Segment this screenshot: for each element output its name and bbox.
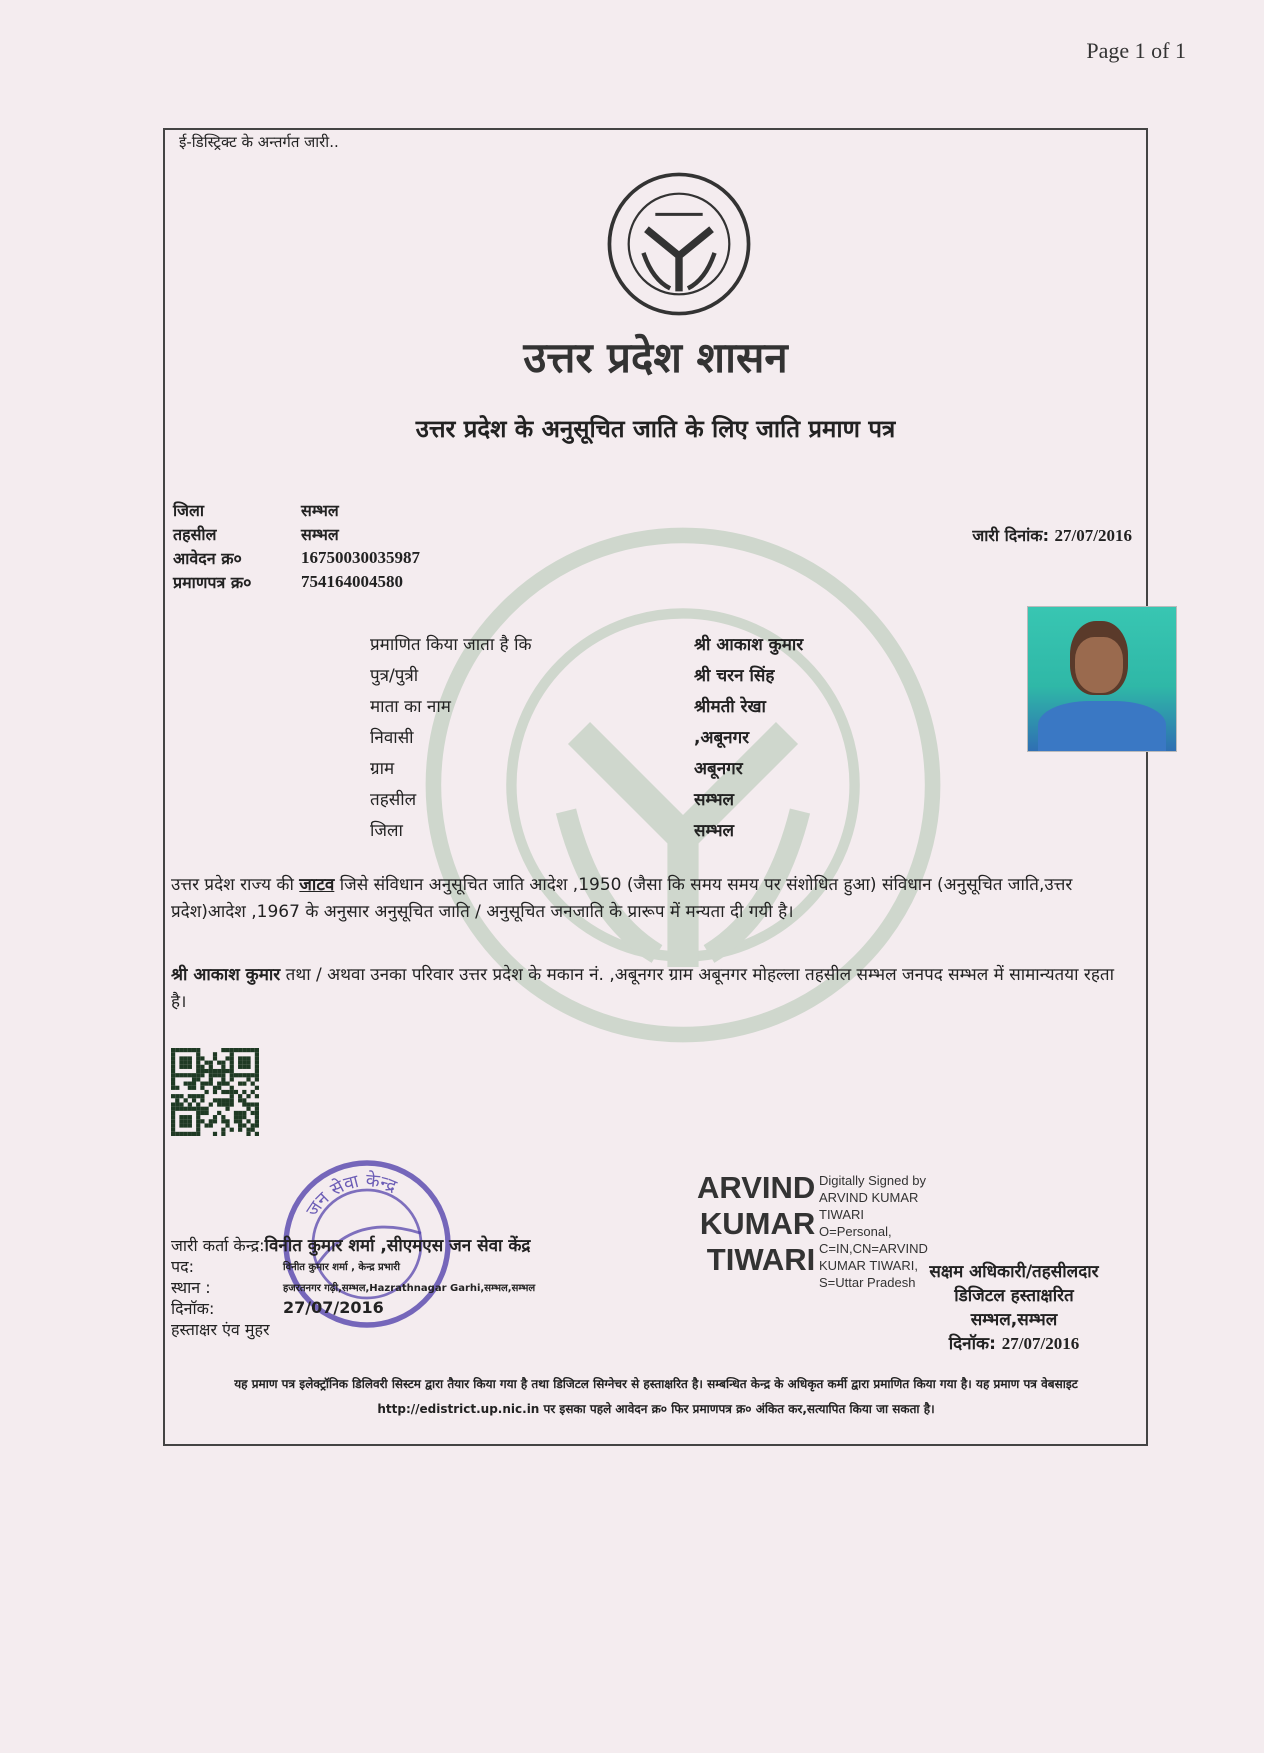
issuer-sign-label: हस्ताक्षर एंव मुहर bbox=[171, 1319, 270, 1339]
detail-label: प्रमाणित किया जाता है कि bbox=[370, 635, 532, 655]
residence-paragraph bbox=[171, 962, 1131, 1016]
application-number: 16750030035987 bbox=[301, 548, 420, 567]
certificate-meta bbox=[173, 498, 420, 594]
issuer-date-value: 27/07/2016 bbox=[283, 1298, 384, 1317]
detail-value: श्री चरन सिंह bbox=[694, 666, 775, 686]
paragraph-text: तथा / अथवा उनका परिवार उत्तर प्रदेश के मकान नं. ,अबूनगर ग्राम अबूनगर मोहल्ला तहसील सम्भल जनपद सम्भल में सामान्यतया रहता है। bbox=[171, 965, 1114, 1012]
issuer-date-label: दिनॉक: bbox=[171, 1298, 215, 1318]
issuer-place-value: हजरतनगर गढ़ी,सम्भल,Hazrathnagar Garhi,सम्भल,सम्भल bbox=[283, 1282, 536, 1294]
application-label: आवेदन क्र० bbox=[173, 549, 242, 568]
officer-signed-text: डिजिटल हस्ताक्षरित bbox=[954, 1286, 1074, 1306]
up-government-emblem-icon bbox=[605, 170, 753, 318]
issue-date-value: 27/07/2016 bbox=[1054, 526, 1132, 545]
detail-label: पुत्र/पुत्री bbox=[370, 666, 419, 686]
paragraph-text: जिसे संविधान अनुसूचित जाति आदेश ,1950 (जैसा कि समय समय पर संशोधित हुआ) संविधान (अनुसूचित जाति,उत्तर प्रदेश)आदेश ,1967 के अनुसार अनुसूचित जाति / अनुसूचित जनजाति के प्रारूप में मन्यता दी गयी है। bbox=[171, 875, 1073, 922]
district-label: जिला bbox=[173, 501, 205, 520]
issuer-center-row bbox=[171, 1234, 535, 1255]
district-value: सम्भल bbox=[301, 501, 339, 520]
photo-face bbox=[1075, 637, 1123, 693]
digital-signer-name bbox=[697, 1170, 815, 1278]
issuer-place-label: स्थान : bbox=[171, 1277, 211, 1297]
detail-row bbox=[370, 783, 803, 814]
svg-text:जन सेवा केन्द्र bbox=[302, 1169, 400, 1220]
issued-under-text: ई-डिस्ट्रिक्ट के अन्तर्गत जारी.. bbox=[179, 133, 339, 151]
issuer-post-value: विनीत कुमार शर्मा , केन्द्र प्रभारी bbox=[283, 1261, 400, 1273]
officer-date bbox=[894, 1332, 1134, 1356]
issue-date bbox=[972, 524, 1132, 546]
photo-shirt bbox=[1038, 701, 1166, 752]
page-number: Page 1 of 1 bbox=[1086, 38, 1186, 63]
issuer-post-row bbox=[171, 1255, 535, 1276]
issuer-post-label: पद: bbox=[171, 1256, 194, 1276]
officer-date-value: 27/07/2016 bbox=[1001, 1334, 1080, 1353]
certificate-title: उत्तर प्रदेश के अनुसूचित जाति के लिए जाति प्रमाण पत्र bbox=[415, 415, 896, 443]
certificate-frame bbox=[163, 128, 1148, 1446]
signer-name-line: TIWARI bbox=[706, 1242, 816, 1277]
detail-value: अबूनगर bbox=[694, 759, 743, 779]
detail-value: सम्भल bbox=[694, 790, 735, 810]
signer-name-line: KUMAR bbox=[699, 1206, 816, 1241]
application-row bbox=[173, 546, 420, 570]
detail-label: निवासी bbox=[370, 728, 414, 748]
applicant-photo bbox=[1027, 606, 1177, 752]
detail-row bbox=[370, 814, 803, 845]
competent-officer-block bbox=[894, 1260, 1134, 1356]
detail-value: श्री आकाश कुमार bbox=[694, 635, 804, 655]
signature-detail-line: Digitally Signed by bbox=[819, 1173, 926, 1188]
signer-name-line: ARVIND bbox=[697, 1170, 816, 1205]
detail-row bbox=[370, 752, 803, 783]
footer-note: यह प्रमाण पत्र इलेक्ट्रॉनिक डिलिवरी सिस्टम द्वारा तैयार किया गया है तथा डिजिटल सिग्नेचर से हस्ताक्षरित है। सम्बन्धित केन्द्र के अधिकृत कर्मी द्वारा प्रमाणित किया गया है। यह प्रमाण पत्र वेबसाइट http://edistrict.up.nic.in पर इसका पहले आवेदन क्र० फिर प्रमाणपत्र क्र० अंकित कर,सत्यापित किया जा सकता है। bbox=[234, 1377, 1078, 1416]
signature-detail-line: KUMAR TIWARI, bbox=[819, 1258, 918, 1273]
detail-row bbox=[370, 659, 803, 690]
seal-text: जन सेवा केन्द्र bbox=[302, 1170, 400, 1221]
tehsil-row bbox=[173, 522, 420, 546]
detail-row bbox=[370, 721, 803, 752]
detail-label: जिला bbox=[370, 821, 403, 841]
certificate-number-row bbox=[173, 570, 420, 594]
tehsil-value: सम्भल bbox=[301, 525, 339, 544]
issuer-center-label: जारी कर्ता केन्द्र: bbox=[171, 1235, 265, 1255]
detail-value: श्रीमती रेखा bbox=[694, 697, 766, 717]
paragraph-text: उत्तर प्रदेश राज्य की bbox=[171, 875, 300, 895]
issuer-place-row bbox=[171, 1276, 535, 1297]
detail-label: ग्राम bbox=[370, 759, 395, 779]
issuer-date-row bbox=[171, 1297, 535, 1318]
certificate-number: 754164004580 bbox=[301, 572, 403, 591]
detail-label: तहसील bbox=[370, 790, 417, 810]
applicant-name: श्री आकाश कुमार bbox=[171, 965, 281, 985]
government-title: उत्तर प्रदेश शासन bbox=[523, 333, 788, 382]
tehsil-label: तहसील bbox=[173, 525, 217, 544]
detail-row bbox=[370, 690, 803, 721]
officer-title: सक्षम अधिकारी/तहसीलदार bbox=[929, 1262, 1099, 1282]
signature-detail-line: O=Personal, bbox=[819, 1224, 892, 1239]
district-row bbox=[173, 498, 420, 522]
certificate-number-label: प्रमाणपत्र क्र० bbox=[173, 573, 252, 592]
detail-value: ,अबूनगर bbox=[694, 728, 750, 748]
signature-detail-line: ARVIND KUMAR bbox=[819, 1190, 919, 1205]
caste-paragraph bbox=[171, 872, 1131, 926]
issuer-center-value: विनीत कुमार शर्मा ,सीएमएस जन सेवा केंद्र bbox=[264, 1236, 531, 1256]
officer-place: सम्भल,सम्भल bbox=[970, 1310, 1058, 1330]
caste-name: जाटव bbox=[299, 875, 335, 895]
issuer-sign-row bbox=[171, 1318, 535, 1339]
detail-row bbox=[370, 628, 803, 659]
applicant-details bbox=[370, 628, 803, 845]
detail-label: माता का नाम bbox=[370, 697, 451, 717]
signature-detail-line: S=Uttar Pradesh bbox=[819, 1275, 916, 1290]
detail-value: सम्भल bbox=[694, 821, 735, 841]
officer-date-label: दिनॉक: bbox=[948, 1334, 996, 1354]
signature-detail-line: TIWARI bbox=[819, 1207, 865, 1222]
issue-date-label: जारी दिनांक: bbox=[972, 526, 1049, 545]
qr-code-icon bbox=[171, 1048, 259, 1136]
signature-detail-line: C=IN,CN=ARVIND bbox=[819, 1241, 928, 1256]
issuer-block bbox=[171, 1234, 535, 1339]
